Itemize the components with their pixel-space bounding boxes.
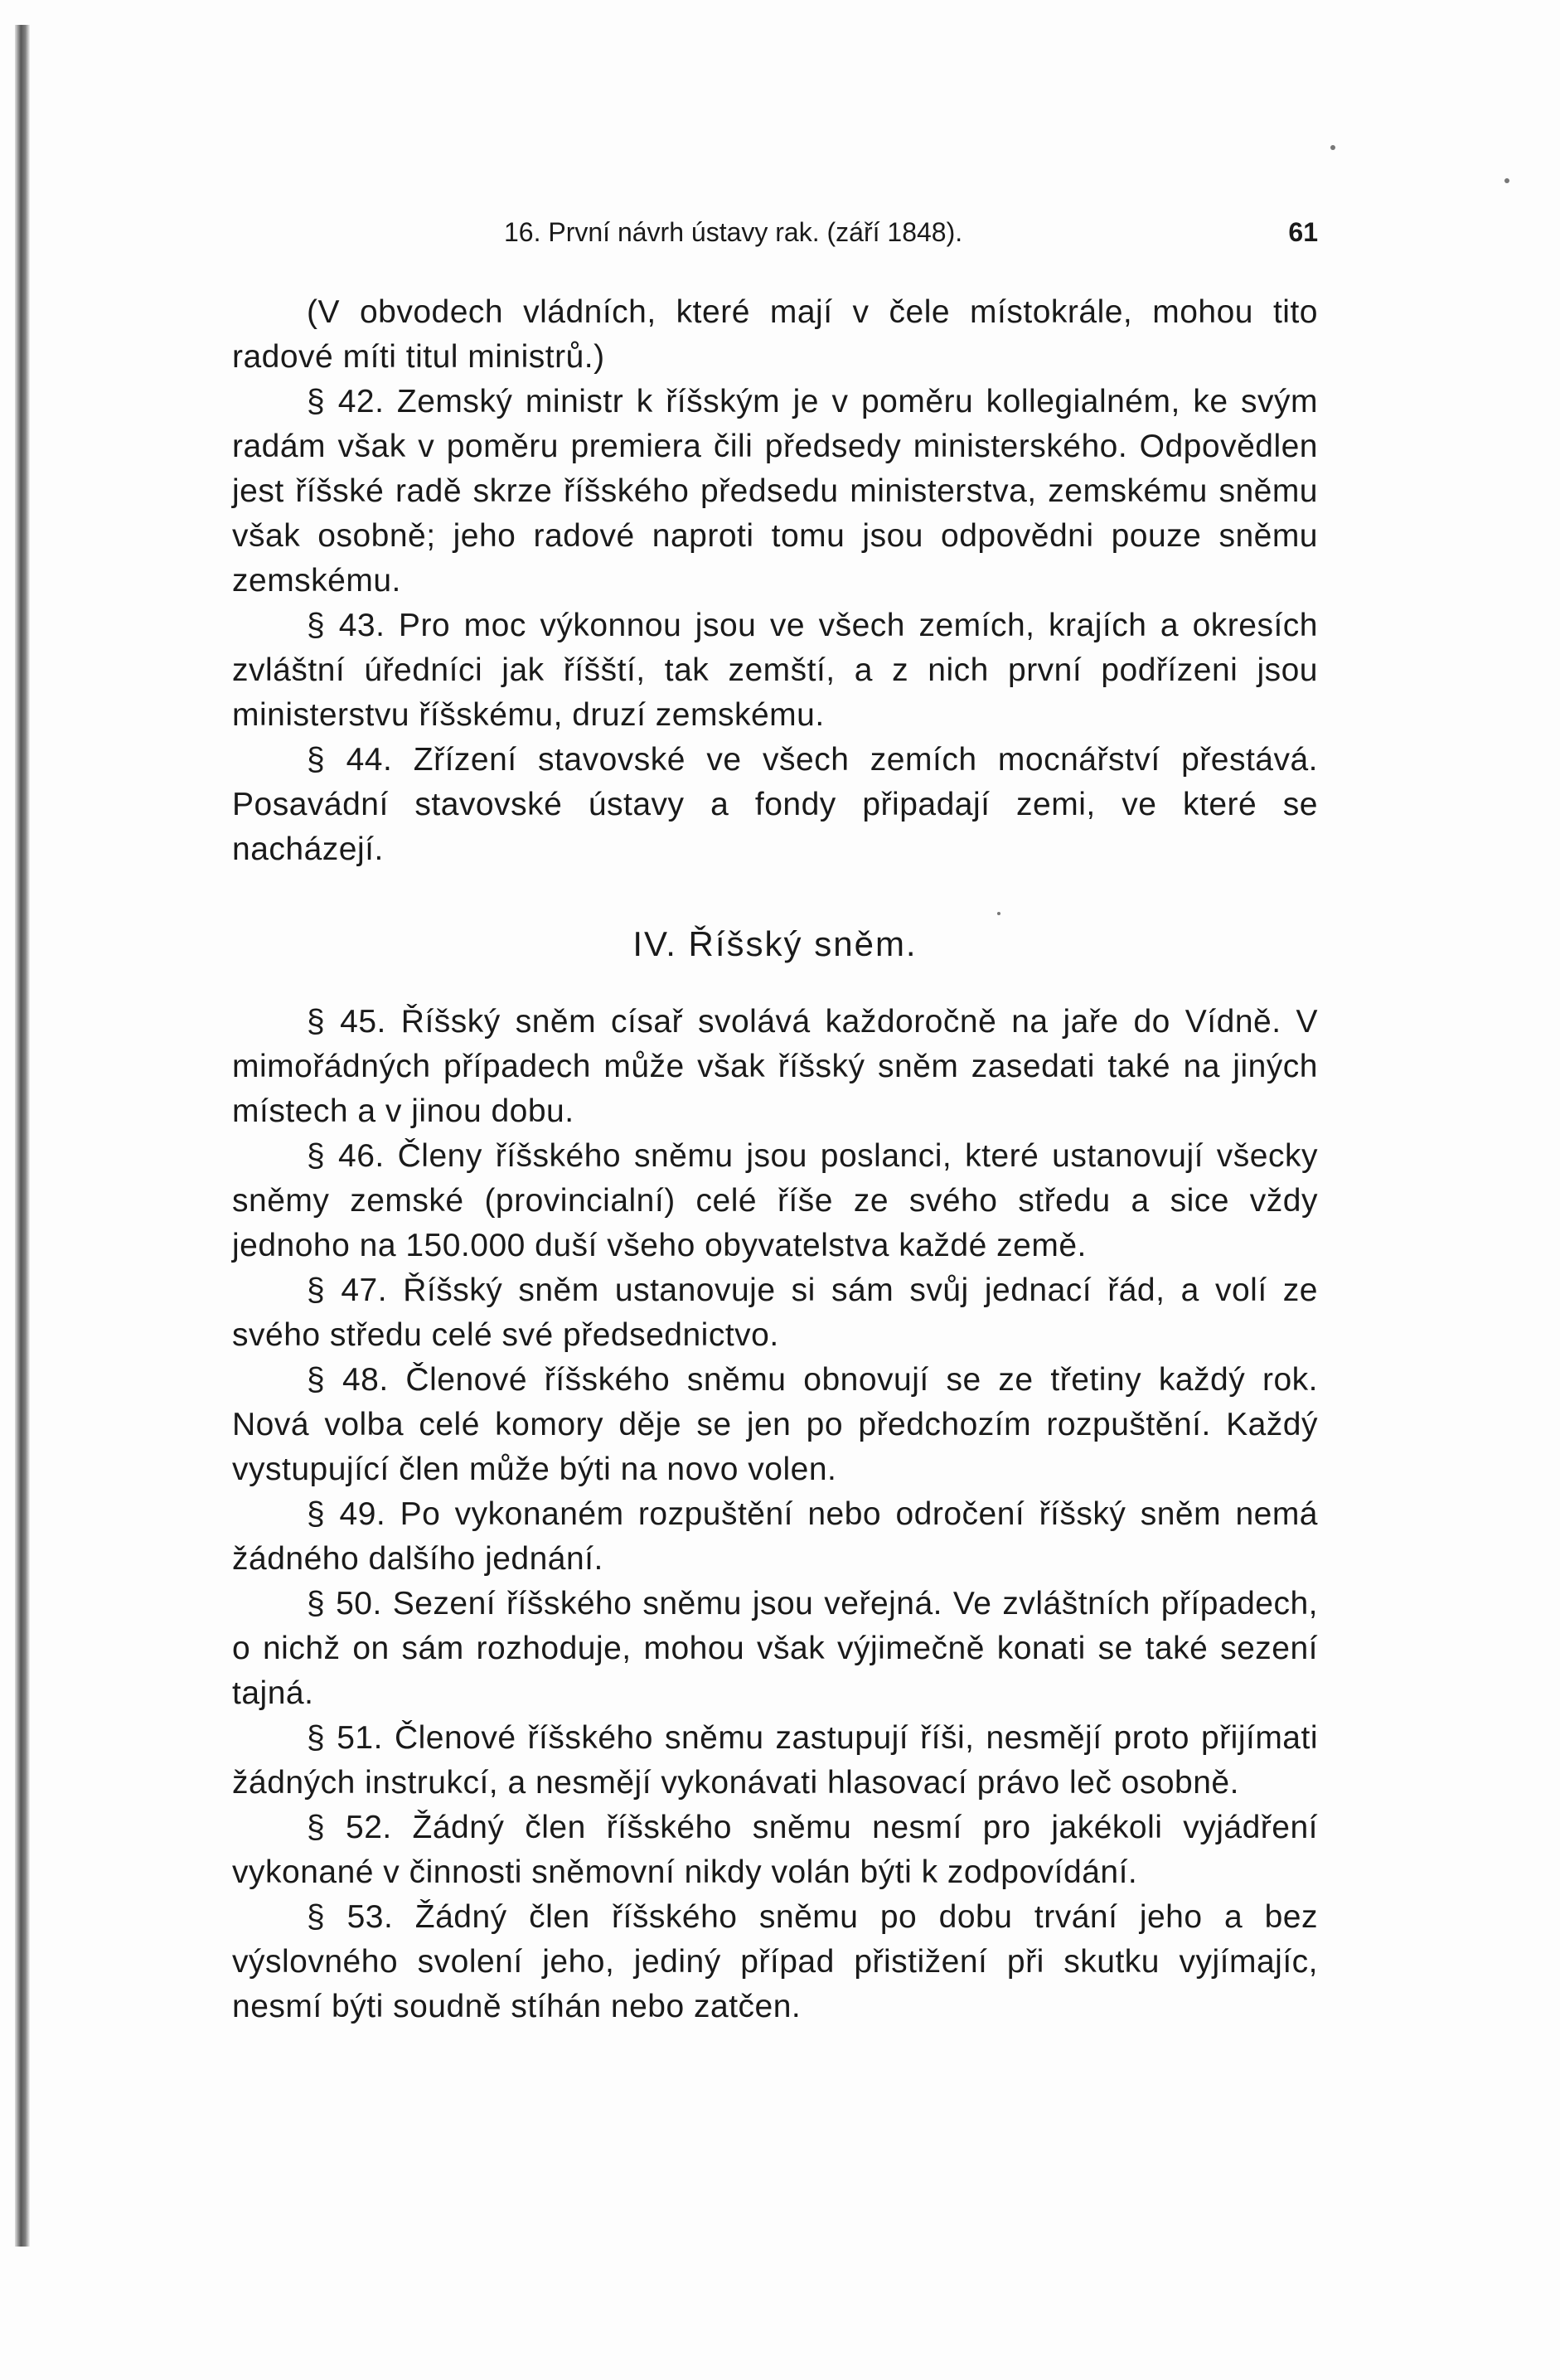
paragraph: § 43. Pro moc výkonnou jsou ve všech zemích, krajích a okresích zvláštní úředníci jak říšští, tak zemští, a z nich první podřízeni jsou ministerstvu říšskému, druzí zemskému. xyxy=(232,608,1318,733)
paragraph: § 46. Členy říšského sněmu jsou poslanci, které ustanovují všecky sněmy zemské (provincialní) celé říše ze svého středu a sice vždy jednoho na 150.000 duší všeho obyvatelstva každé země. xyxy=(232,1138,1318,1263)
paragraph: § 51. Členové říšského sněmu zastupují říši, nesmějí proto přijímati žádných instrukcí, a nesmějí vykonávati hlasovací právo leč osobně. xyxy=(232,1720,1318,1801)
paragraph: (V obvodech vládních, které mají v čele místokrále, mohou tito radové míti titul ministrů.) xyxy=(232,294,1318,375)
page-number: 61 xyxy=(1288,217,1318,247)
paragraph: § 49. Po vykonaném rozpuštění nebo odročení říšský sněm nemá žádného dalšího jednání. xyxy=(232,1496,1318,1577)
running-title: 16. První návrh ústavy rak. (září 1848). xyxy=(504,217,963,247)
paragraph: § 47. Říšský sněm ustanovuje si sám svůj jednací řád, a volí ze svého středu celé své předsednictvo. xyxy=(232,1272,1318,1353)
body-text xyxy=(232,290,1318,2029)
paragraph: § 42. Zemský ministr k říšským je v poměru kollegialném, ke svým radám však v poměru premiera čili předsedy ministerského. Odpovědlen jest říšské radě skrze říšského předsedu ministerstva, zemskému sněmu však osobně; jeho radové naproti tomu jsou odpovědni pouze sněmu zemskému. xyxy=(232,384,1318,599)
paragraph: § 45. Říšský sněm císař svolává každoročně na jaře do Vídně. V mimořádných případech může však říšský sněm zasedati také na jiných místech a v jinou dobu. xyxy=(232,1004,1318,1129)
paragraph: § 48. Členové říšského sněmu obnovují se ze třetiny každý rok. Nová volba celé komory děje se jen po předchozím rozpuštění. Každý vystupující člen může býti na novo volen. xyxy=(232,1362,1318,1487)
paragraph: § 50. Sezení říšského sněmu jsou veřejná. Ve zvláštních případech, o nichž on sám rozhoduje, mohou však výjimečně konati se také sezení tajná. xyxy=(232,1586,1318,1711)
section-heading: IV. Říšský sněm. xyxy=(632,924,918,963)
paragraph: § 44. Zřízení stavovské ve všech zemích mocnářství přestává. Posavádní stavovské ústavy a fondy připadají zemi, ve které se nacházejí. xyxy=(232,742,1318,867)
binding-edge-shadow xyxy=(15,25,30,2247)
page-header xyxy=(232,217,1318,259)
scan-speck xyxy=(1330,145,1335,150)
paragraph: § 53. Žádný člen říšského sněmu po dobu trvání jeho a bez výslovného svolení jeho, jediný případ přistižení při skutku vyjímajíc, nesmí býti soudně stíhán nebo zatčen. xyxy=(232,1899,1318,2024)
scan-speck xyxy=(1504,178,1509,183)
paragraph: § 52. Žádný člen říšského sněmu nesmí pro jakékoli vyjádření vykonané v činnosti sněmovní nikdy volán býti k zodpovídání. xyxy=(232,1810,1318,1890)
